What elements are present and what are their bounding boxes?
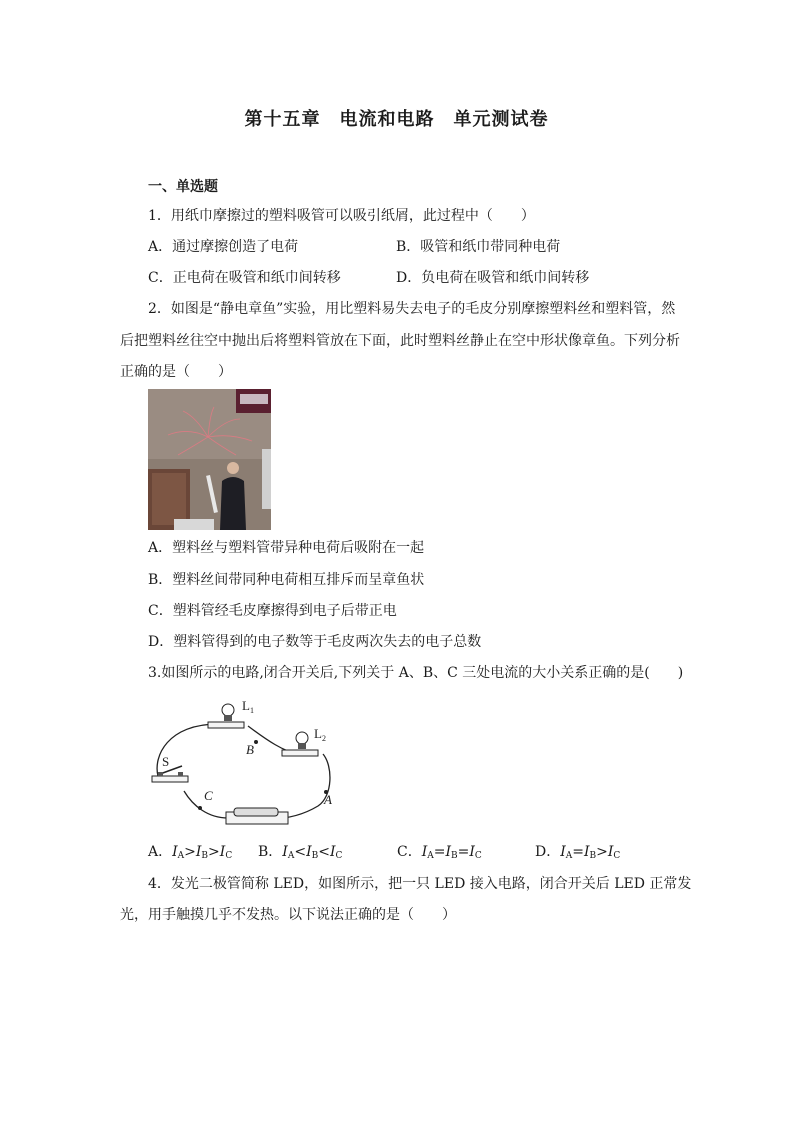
q2-option-d: D．塑料管得到的电子数等于毛皮两次失去的电子总数 — [148, 634, 482, 650]
q2-option-b: B．塑料丝间带同种电荷相互排斥而呈章鱼状 — [148, 572, 425, 588]
label-l1-sub: 1 — [249, 706, 254, 715]
q1-option-c: C．正电荷在吸管和纸巾间转移 — [148, 270, 341, 286]
q3-option-d: D．$I_A=I_B>I_C$ — [535, 844, 621, 861]
q3-option-c: C．$I_A=I_B=I_C$ — [397, 844, 482, 861]
page-title: 第十五章 电流和电路 单元测试卷 — [244, 109, 549, 130]
label-switch: S — [162, 754, 170, 769]
q1-option-b: B．吸管和纸巾带同种电荷 — [396, 239, 561, 255]
q3-option-b: B．$I_A<I_B<I_C$ — [258, 844, 343, 861]
q1-option-d: D．负电荷在吸管和纸巾间转移 — [396, 270, 590, 286]
q4-stem-line1: 4．发光二极管简称 LED，如图所示，把一只 LED 接入电路，闭合开关后 LED 正常发 — [148, 876, 692, 892]
section-heading: 一、单选题 — [148, 179, 218, 195]
photo-illustration — [148, 389, 271, 530]
q3-stem: 3.如图所示的电路,闭合开关后,下列关于 A、B、C 三处电流的大小关系正确的是( ) — [148, 665, 684, 681]
q2-stem-line3: 正确的是（ ） — [120, 364, 232, 380]
static-octopus-photo — [148, 389, 271, 530]
label-l1: L — [242, 698, 250, 713]
label-a: A — [324, 792, 332, 807]
q1-stem: 1．用纸巾摩擦过的塑料吸管可以吸引纸屑，此过程中（ ） — [148, 208, 535, 224]
q3-option-a: A．$I_A>I_B>I_C$ — [148, 844, 233, 861]
svg-text:L2 — [314, 726, 326, 743]
svg-text:L1 — [242, 698, 254, 715]
circuit-drawing — [148, 696, 348, 826]
label-l2-sub: 2 — [321, 734, 326, 743]
q2-stem-line2: 后把塑料丝往空中抛出后将塑料管放在下面，此时塑料丝静止在空中形状像章鱼。下列分析 — [120, 333, 680, 349]
label-b: B — [246, 742, 254, 757]
q4-stem-line2: 光，用手触摸几乎不发热。以下说法正确的是（ ） — [120, 907, 456, 923]
label-l2: L — [314, 726, 322, 741]
label-c: C — [204, 788, 213, 803]
circuit-diagram — [148, 696, 348, 826]
q2-option-a: A．塑料丝与塑料管带异种电荷后吸附在一起 — [148, 540, 425, 556]
q2-stem-line1: 2．如图是“静电章鱼”实验，用比塑料易失去电子的毛皮分别摩擦塑料丝和塑料管，然 — [148, 301, 676, 317]
q1-option-a: A．通过摩擦创造了电荷 — [148, 239, 299, 255]
q2-option-c: C．塑料管经毛皮摩擦得到电子后带正电 — [148, 603, 397, 619]
